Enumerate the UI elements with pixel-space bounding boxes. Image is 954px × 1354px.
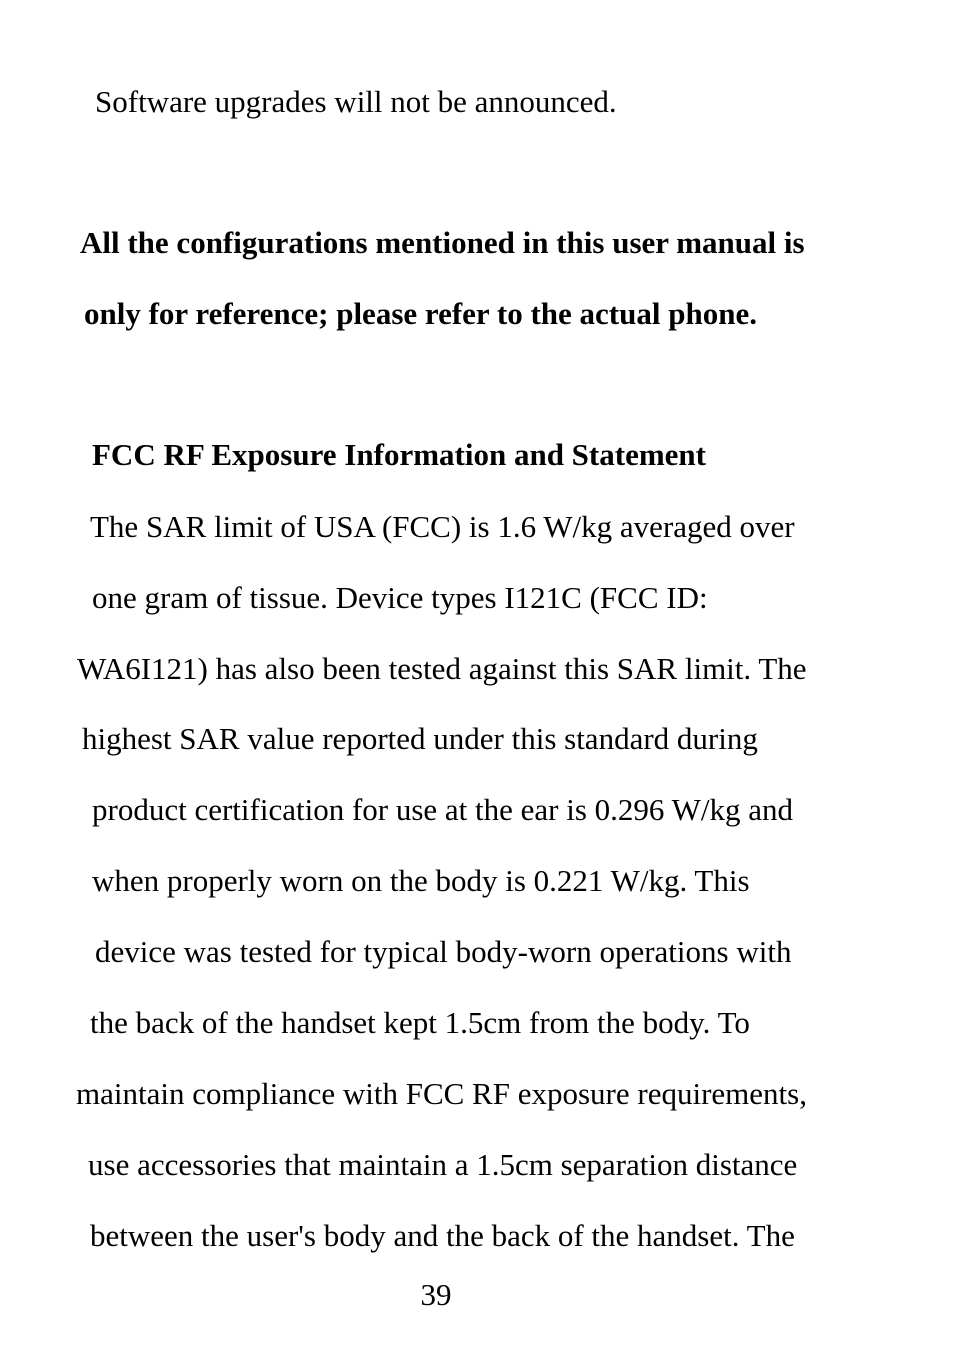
fcc-body-line: between the user's body and the back of the handset. The bbox=[90, 1218, 795, 1253]
notice-line-1: All the configurations mentioned in this user manual is bbox=[80, 225, 805, 260]
fcc-body-line: one gram of tissue. Device types I121C (FCC ID: bbox=[92, 580, 708, 615]
fcc-body-line: maintain compliance with FCC RF exposure requirements, bbox=[76, 1076, 807, 1111]
fcc-body-line: the back of the handset kept 1.5cm from the body. To bbox=[90, 1005, 750, 1040]
notice-line-2: only for reference; please refer to the actual phone. bbox=[84, 296, 757, 331]
fcc-body-line: device was tested for typical body-worn operations with bbox=[95, 934, 792, 969]
fcc-body-line: use accessories that maintain a 1.5cm separation distance bbox=[88, 1147, 798, 1182]
fcc-body-line: when properly worn on the body is 0.221 W/kg. This bbox=[92, 863, 750, 898]
page-number: 39 bbox=[420, 1277, 452, 1312]
intro-text: Software upgrades will not be announced. bbox=[95, 84, 617, 119]
fcc-body-line: product certification for use at the ear is 0.296 W/kg and bbox=[92, 792, 793, 827]
fcc-body-line: highest SAR value reported under this standard during bbox=[82, 721, 758, 756]
fcc-body-line: WA6I121) has also been tested against this SAR limit. The bbox=[77, 651, 807, 686]
fcc-body-line: The SAR limit of USA (FCC) is 1.6 W/kg averaged over bbox=[90, 509, 795, 544]
fcc-heading: FCC RF Exposure Information and Statement bbox=[92, 437, 706, 472]
